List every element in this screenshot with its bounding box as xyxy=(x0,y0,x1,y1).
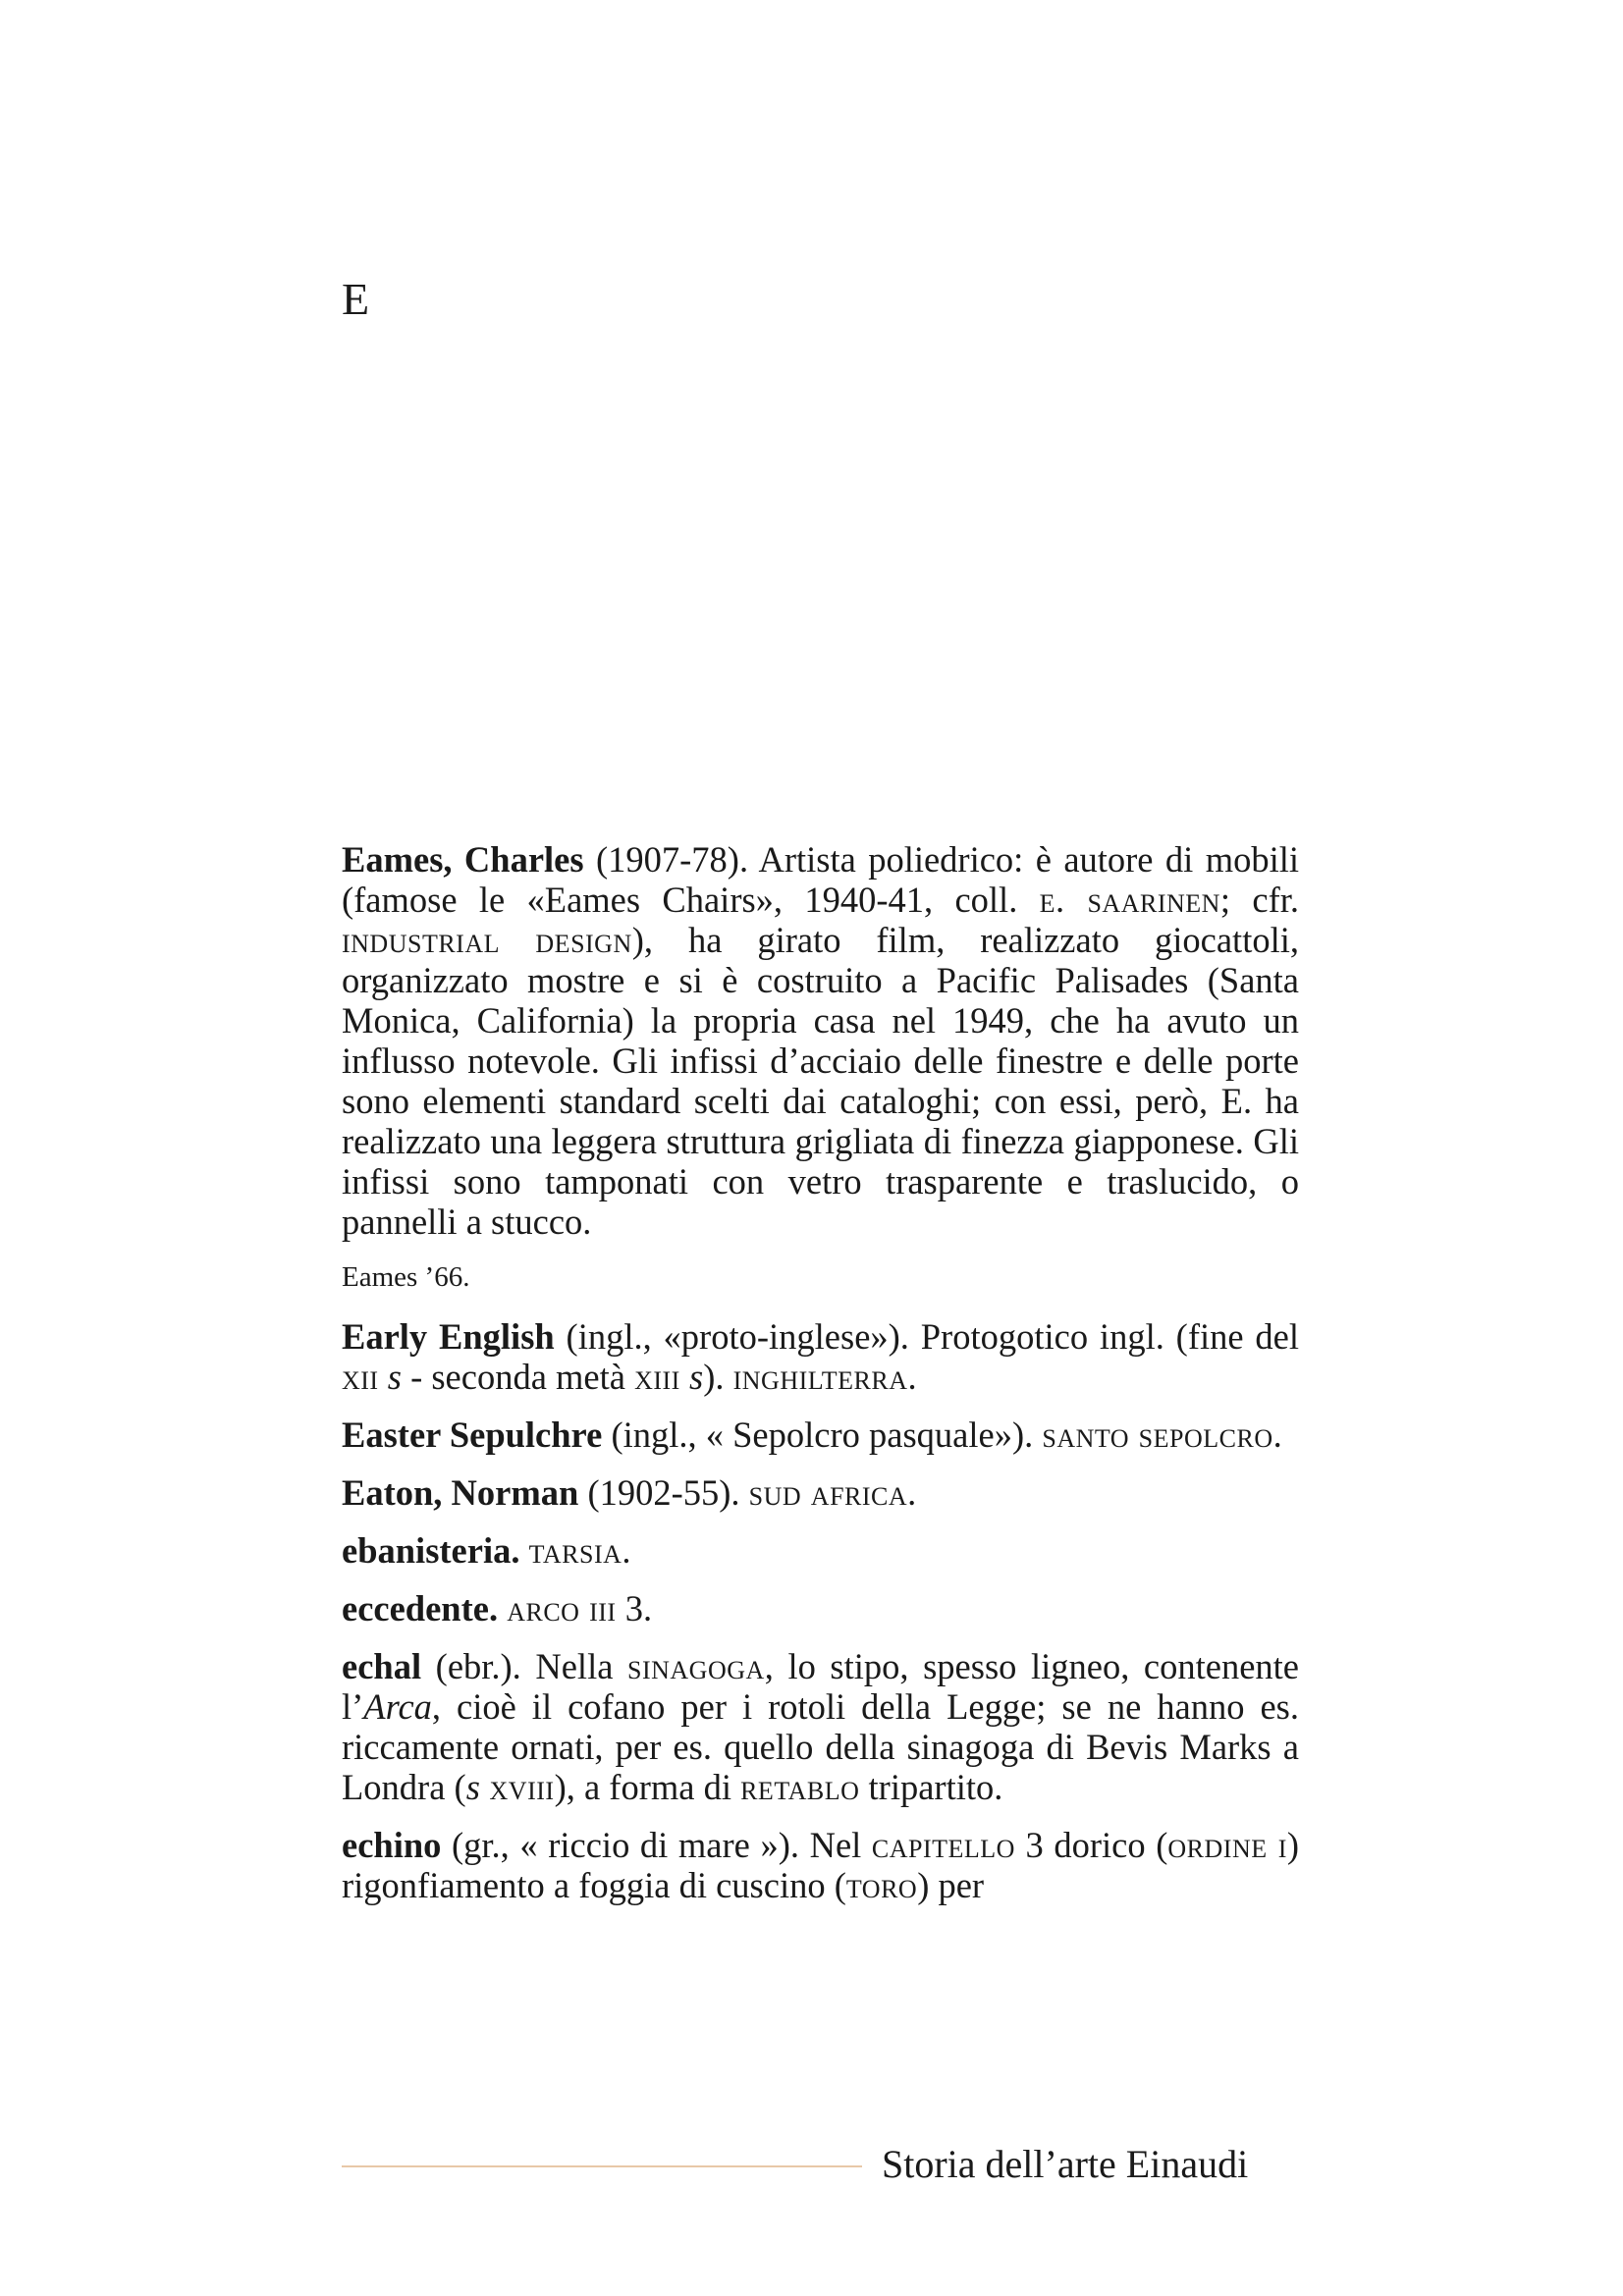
entry-headword: Eaton, Norman xyxy=(342,1472,579,1513)
cross-reference: arco iii xyxy=(507,1588,617,1629)
entry-echal: echal (ebr.). Nella sinagoga, lo stipo, spesso ligneo, contenente l’Arca, cioè il cofano per i rotoli della Legge; se ne hanno es. riccamente ornati, per es. quello della sinagoga di Bevis Marks a Londra (s xviii), a forma di retablo tripartito. xyxy=(342,1646,1299,1807)
entry-headword: Eames, Charles xyxy=(342,839,584,880)
entry-headword: echal xyxy=(342,1646,422,1686)
cross-reference: inghilterra xyxy=(732,1357,908,1397)
entry-easter-sepulchre: Easter Sepulchre (ingl., « Sepolcro pasquale»). santo sepolcro. xyxy=(342,1415,1282,1455)
cross-reference: santo sepolcro xyxy=(1042,1415,1273,1455)
entry-eaton: Eaton, Norman (1902-55). sud africa. xyxy=(342,1472,917,1513)
entry-headword: Early English xyxy=(342,1316,555,1357)
cross-reference: toro xyxy=(845,1865,918,1905)
entry-early-english: Early English (ingl., «proto-inglese»). Protogotico ingl. (fine del xii s - seconda metà xiii s). inghilterra. xyxy=(342,1316,1299,1397)
cross-reference: capitello xyxy=(871,1825,1015,1865)
section-letter: E xyxy=(342,274,370,324)
cross-reference: ordine i xyxy=(1167,1825,1287,1865)
cross-reference: industrial design xyxy=(342,920,632,960)
entry-ebanisteria: ebanisteria. tarsia. xyxy=(342,1530,631,1571)
dictionary-entries xyxy=(342,839,1299,1923)
cross-reference: sinagoga xyxy=(627,1646,765,1686)
entry-headword: echino xyxy=(342,1825,442,1865)
entry-eames: Eames, Charles (1907-78). Artista poliedrico: è autore di mobili (famose le «Eames Chairs», 1940-41, coll. e. saarinen; cfr. industrial design), ha girato film, realizzato giocattoli, organizzato mostre e si è costruito a Pacific Palisades (Santa Monica, California) la propria casa nel 1949, che ha avuto un influsso notevole. Gli infissi d’acciaio delle finestre e delle porte sono elementi standard scelti dai cataloghi; con essi, però, E. ha realizzato una leggera struttura grigliata di finezza giapponese. Gli infissi sono tamponati con vetro trasparente e traslucido, o pannelli a stucco. xyxy=(342,839,1300,1242)
entry-eccedente: eccedente. arco iii 3. xyxy=(342,1588,653,1629)
bibliography-note: Eames ’66. xyxy=(342,1261,470,1293)
footer-title: Storia dell’arte Einaudi xyxy=(882,2142,1249,2186)
cross-reference: e. saarinen xyxy=(1039,880,1220,920)
entry-headword: ebanisteria. xyxy=(342,1530,520,1571)
entry-echino: echino (gr., « riccio di mare »). Nel capitello 3 dorico (ordine i) rigonfiamento a foggia di cuscino (toro) per xyxy=(342,1825,1300,1905)
cross-reference: retablo xyxy=(740,1767,860,1807)
cross-reference: sud africa xyxy=(748,1472,908,1513)
entry-headword: eccedente. xyxy=(342,1588,499,1629)
entry-headword: Easter Sepulchre xyxy=(342,1415,603,1455)
footer-rule xyxy=(342,2165,862,2167)
cross-reference: tarsia xyxy=(528,1530,622,1571)
